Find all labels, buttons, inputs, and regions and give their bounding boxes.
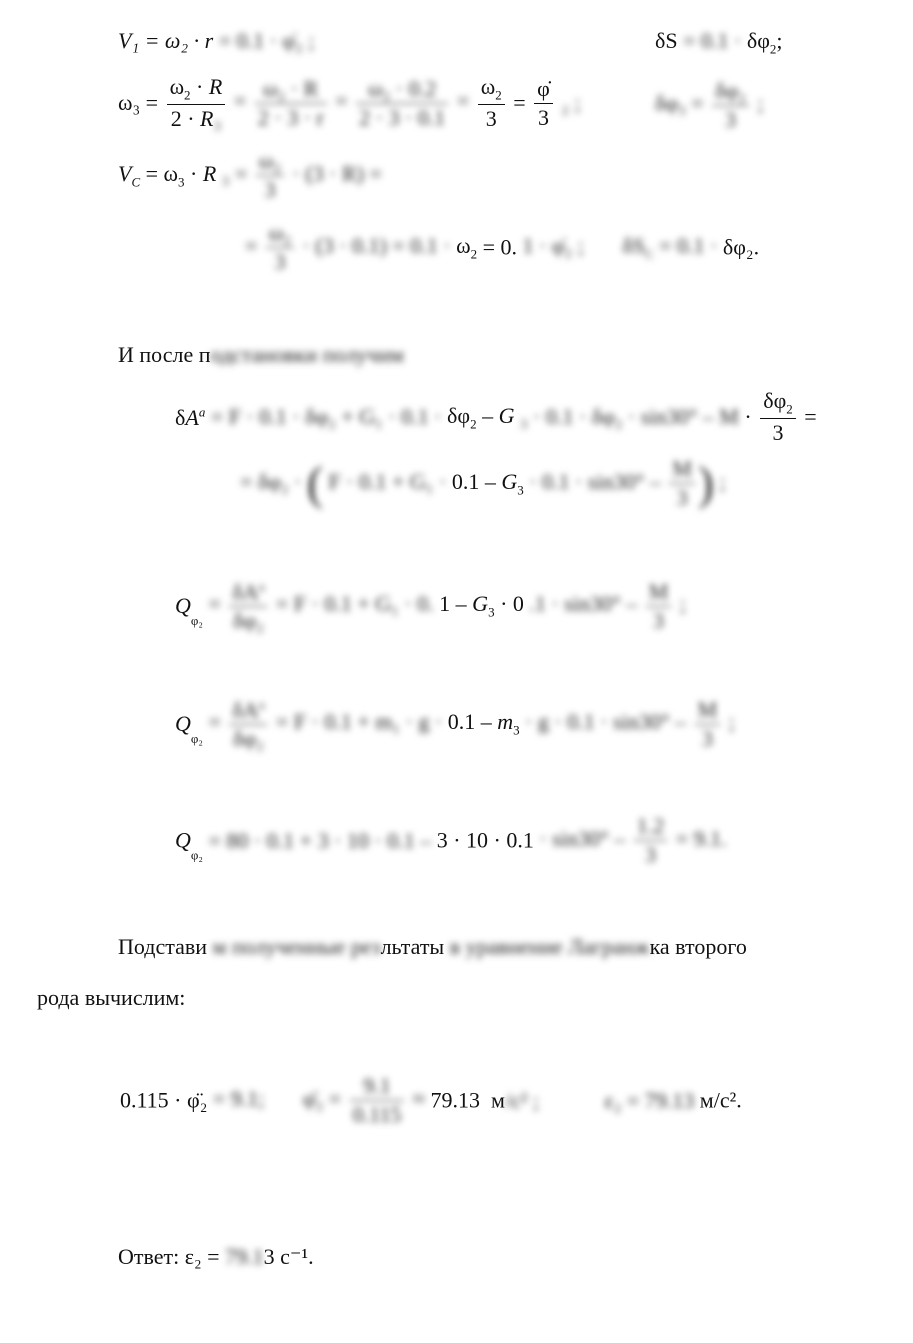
eq-deltaA-cont: = δφ₂ · ( $F \cdot 0.1 + G_1 \cdot 0.1 - G_3 \cdot 0.1 \cdot \sin 30^\circ$ – $\frac{M}{3}$ ) ; <box>240 456 726 510</box>
frac-dphi2-over-3: $\frac{\delta\varphi_2}{3}$ <box>760 390 796 444</box>
frac-omega2-over-3: $\frac{\omega_2}{3}$ <box>478 76 505 130</box>
blurred-region: = 0.1 · φ̇₂ ; <box>218 28 315 53</box>
eq-omega3-left: ω₃ = <box>118 90 159 116</box>
eq-q1: $Q_{\varphi_2}$ = $\delta A^a$ δφ₂ = F · 0.1 + G₁ · 0. $1 - G_3 \cdot 0$ .1 · sin30° – $\frac{M}{3}$ ; <box>175 578 686 634</box>
eq-v1-left: V₁ = ω₂ · r <box>118 28 214 53</box>
eq-omega3: ω₃ = $\frac{\omega_2 \cdot R}{\text{2 · R₃}}$ = $\frac{\text{ω₂ · R}}{2 \cdot 3 \cdot r}$ = $\frac{\text{ω₂ · 0.2}}{2 \cdot 3 \cdot 0.1}$ = $\frac{\omega_2}{3}$ = $\frac{\varphi̇}{3}$ ₂ ; <box>118 74 581 132</box>
eq-q2: $Q_{\varphi_2}$ = $\delta A^a$ δφ₂ = $F \cdot 0.1 + m_1 \cdot g \cdot 0.1 - m_3 \cdot g \cdot 0.1 \cdot \sin 30^\circ$ – $\frac{M}{3}$ ; <box>175 696 735 752</box>
eq-vc-tail: δφ₂. <box>722 234 760 260</box>
eq-vc: $V_C = \omega_3 \cdot R$ ₃ = $\frac{\text{ω₂}}{3}$ · (3 · R) = <box>118 148 382 202</box>
blurred-region: = 0.1 · <box>683 28 747 53</box>
eq-deltaA: $\delta A^a = F \cdot 0.1 \cdot \delta\varphi_2 + G_1 \cdot 0.1 \cdot \delta\varphi_2 - G$ ₃ · 0.1 · δφ₂ · sin30° – M · $\frac{\delta\varphi_2}{3}$ = <box>175 388 817 446</box>
eq-dphi3: δφ₃ = $\frac{\text{δφ₂}}{3}$ ; <box>655 78 764 132</box>
eq-vc-mid: = 0. <box>482 234 518 260</box>
eq-ds1-label: δS <box>655 28 678 53</box>
eq-q3: $Q_{\varphi_2} = 80 \cdot 0.1 + 3 \cdot 10 \cdot 0.1 - 3 \cdot 10 \cdot 0.1 \cdot \sin 30^\circ$ – $\frac{1.2}{3}$ = 9.1. <box>175 813 727 867</box>
eq-ds1-tail: $\delta\varphi_2$; <box>746 28 783 57</box>
eq-ds1 <box>655 30 783 55</box>
eq-v1 <box>118 30 314 52</box>
blurred-region: = $\frac{\text{ω₂}}{3}$ · (3 · 0.1) = 0.1 · <box>245 220 451 274</box>
para-after-subst: И после подстановки получим <box>118 342 404 367</box>
eq-final: 0.115 · φ̈₂ = 9.1; φ̈₂ = $\frac{9.1}{0.115}$ ≈ 79.13 м/с² ; ε₂ = 79.13 м/с². <box>120 1073 742 1127</box>
frac-phidot-over-3: $\frac{\varphi̇}{3}$ <box>534 78 553 129</box>
answer-line: Ответ: ε₂ = 79.13 с⁻¹. <box>118 1244 314 1269</box>
blurred-region: = $\frac{\text{ω₂ · R}}{2 \cdot 3 \cdot r}$ = $\frac{\text{ω₂ · 0.2}}{2 \cdot 3 \cdot 0.1}$ = <box>233 75 470 130</box>
para-substitute-2: рода вычислим: <box>37 985 186 1010</box>
blurred-region: ₃ = $\frac{\text{ω₂}}{3}$ · (3 · R) = <box>221 148 382 202</box>
frac-omega2-over-2R: $\frac{\omega_2 \cdot R}{\text{2 · R₃}}$ <box>167 76 226 130</box>
eq-vc-cont: = $\frac{\text{ω₂}}{3}$ · $(3 \cdot 0.1) = 0.1 \cdot \omega_2 = 0$. 1 · φ̇₂ ; $\delta S_C = 0.1 \cdot \delta\varphi_2$. <box>245 220 760 274</box>
para-substitute: Подстави м полученные резльтаты в уравнение Лагранжка второго <box>118 934 747 959</box>
